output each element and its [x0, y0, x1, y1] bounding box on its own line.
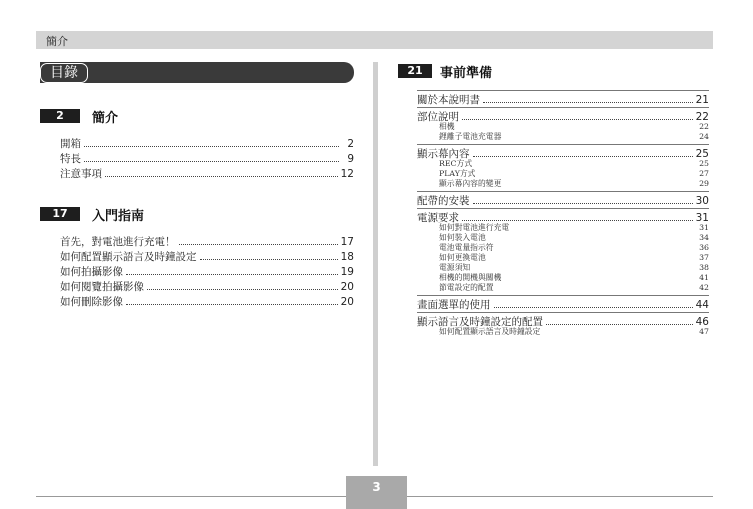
section-number: 17	[40, 207, 80, 221]
entry-label: 畫面選單的使用	[417, 299, 491, 311]
subentry-page: 27	[699, 169, 709, 178]
subentry-page: 37	[699, 253, 709, 262]
subentry-page: 31	[699, 223, 709, 232]
dot-leader	[494, 306, 693, 308]
subentry-label: 如何配置顯示語言及時鐘設定	[439, 327, 541, 336]
toc-subentry[interactable]	[417, 179, 709, 189]
toc-entry[interactable]	[60, 294, 354, 309]
dot-leader	[473, 202, 693, 204]
toc-group	[417, 295, 709, 310]
subentry-page: 34	[699, 233, 709, 242]
toc-entry[interactable]	[417, 146, 709, 159]
toc-entry[interactable]	[60, 136, 354, 151]
dot-leader	[462, 219, 693, 221]
dot-leader	[179, 243, 338, 245]
entry-label: 如何閱覽拍攝影像	[60, 281, 144, 293]
entry-page: 20	[340, 281, 354, 293]
entry-page: 19	[340, 266, 354, 278]
toc-title: 目錄	[40, 63, 88, 83]
subentry-spacer	[486, 233, 699, 243]
toc-subentry[interactable]	[417, 159, 709, 169]
toc-subentry[interactable]	[417, 283, 709, 293]
subentry-page: 29	[699, 179, 709, 188]
subentry-spacer	[501, 273, 699, 283]
toc-subentry[interactable]	[417, 233, 709, 243]
subentry-label: 顯示幕內容的變更	[439, 179, 502, 188]
subentry-label: REC方式	[439, 159, 473, 168]
toc-list-intro	[60, 136, 354, 181]
entry-page: 31	[695, 212, 709, 224]
toc-subentry[interactable]	[417, 169, 709, 179]
entry-page: 2	[347, 138, 354, 150]
toc-group	[417, 312, 709, 337]
subentry-label: 相機	[439, 122, 455, 131]
entry-label: 顯示語言及時鐘設定的配置	[417, 316, 543, 328]
dot-leader	[483, 101, 693, 103]
page-number-box	[346, 476, 407, 509]
subentry-page: 24	[699, 132, 709, 141]
toc-banner	[40, 62, 354, 83]
toc-entry[interactable]	[60, 249, 354, 264]
toc-subentry[interactable]	[417, 132, 709, 142]
subentry-page: 38	[699, 263, 709, 272]
subentry-spacer	[501, 132, 699, 142]
toc-subentry[interactable]	[417, 273, 709, 283]
entry-label: 如何配置顯示語言及時鐘設定	[60, 251, 197, 263]
toc-subentry[interactable]	[417, 243, 709, 253]
subentry-spacer	[455, 122, 699, 132]
section-heading-preparation	[398, 64, 698, 82]
toc-subentry[interactable]	[417, 122, 709, 132]
subentry-page: 41	[699, 273, 709, 282]
dot-leader	[473, 155, 693, 157]
subentry-label: 相機的開機與關機	[439, 273, 502, 282]
section-title: 入門指南	[92, 209, 145, 224]
entry-label: 配帶的安裝	[417, 195, 470, 207]
section-title: 簡介	[92, 111, 119, 126]
entry-page: 20	[340, 296, 354, 308]
subentry-label: 如何對電池進行充電	[439, 223, 510, 232]
section-number: 2	[40, 109, 80, 123]
entry-label: 部位說明	[417, 111, 459, 123]
toc-group	[417, 208, 709, 293]
dot-leader	[546, 323, 693, 325]
toc-entry[interactable]	[60, 264, 354, 279]
subentry-label: 電源須知	[439, 263, 471, 272]
toc-subentry[interactable]	[417, 253, 709, 263]
dot-leader	[200, 258, 338, 260]
section-heading-getting-started	[40, 207, 340, 225]
entry-page: 25	[695, 148, 709, 160]
header-bar	[36, 31, 713, 49]
toc-entry[interactable]	[60, 234, 354, 249]
subentry-spacer	[494, 243, 700, 253]
subentry-spacer	[501, 179, 699, 189]
toc-entry[interactable]	[417, 109, 709, 122]
entry-page: 44	[695, 299, 709, 311]
subentry-page: 47	[699, 327, 709, 336]
section-number: 21	[398, 64, 432, 78]
subentry-label: 如何更換電池	[439, 253, 486, 262]
dot-leader	[105, 175, 338, 177]
toc-entry[interactable]	[417, 210, 709, 223]
toc-subentry[interactable]	[417, 263, 709, 273]
entry-page: 18	[340, 251, 354, 263]
toc-list-preparation	[417, 90, 709, 339]
entry-label: 首先，對電池進行充電！	[60, 236, 176, 248]
dot-leader	[126, 303, 338, 305]
dot-leader	[84, 145, 339, 147]
entry-page: 22	[695, 111, 709, 123]
entry-page: 46	[695, 316, 709, 328]
toc-entry[interactable]	[417, 92, 709, 105]
subentry-spacer	[540, 327, 699, 337]
subentry-spacer	[475, 169, 699, 179]
entry-label: 如何拍攝影像	[60, 266, 123, 278]
entry-page: 12	[340, 168, 354, 180]
subentry-page: 22	[699, 122, 709, 131]
subentry-label: 節電設定的配置	[439, 283, 494, 292]
entry-page: 9	[347, 153, 354, 165]
page-number: 3	[372, 480, 381, 494]
column-divider	[373, 62, 378, 466]
dot-leader	[462, 118, 693, 120]
toc-group	[417, 107, 709, 142]
subentry-page: 25	[699, 159, 709, 168]
entry-label: 關於本說明書	[417, 94, 480, 106]
entry-label: 開箱	[60, 138, 81, 150]
section-heading-intro	[40, 109, 340, 127]
subentry-label: 電池電量指示符	[439, 243, 494, 252]
dot-leader	[147, 288, 338, 290]
entry-label: 電源要求	[417, 212, 459, 224]
toc-entry[interactable]	[60, 151, 354, 166]
subentry-label: 如何裝入電池	[439, 233, 486, 242]
toc-entry[interactable]	[60, 166, 354, 181]
subentry-spacer	[486, 253, 699, 263]
subentry-label: PLAY方式	[439, 169, 476, 178]
toc-entry[interactable]	[417, 297, 709, 310]
entry-label: 注意事項	[60, 168, 102, 180]
entry-page: 30	[695, 195, 709, 207]
dot-leader	[126, 273, 338, 275]
section-title: 事前準備	[440, 66, 493, 81]
header-title: 簡介	[46, 35, 68, 48]
toc-entry[interactable]	[417, 193, 709, 206]
entry-label: 特長	[60, 153, 81, 165]
subentry-spacer	[509, 223, 699, 233]
entry-label: 顯示幕內容	[417, 148, 470, 160]
subentry-spacer	[470, 263, 699, 273]
dot-leader	[84, 160, 339, 162]
subentry-page: 36	[699, 243, 709, 252]
entry-label: 如何刪除影像	[60, 296, 123, 308]
entry-page: 17	[340, 236, 354, 248]
subentry-spacer	[472, 159, 699, 169]
toc-entry[interactable]	[60, 279, 354, 294]
toc-group	[417, 90, 709, 105]
toc-subentry[interactable]	[417, 223, 709, 233]
toc-subentry[interactable]	[417, 327, 709, 337]
toc-group	[417, 191, 709, 206]
subentry-spacer	[494, 283, 700, 293]
subentry-label: 鋰離子電池充電器	[439, 132, 502, 141]
toc-entry[interactable]	[417, 314, 709, 327]
toc-group	[417, 144, 709, 189]
entry-page: 21	[695, 94, 709, 106]
toc-list-getting-started	[60, 234, 354, 309]
subentry-page: 42	[699, 283, 709, 292]
